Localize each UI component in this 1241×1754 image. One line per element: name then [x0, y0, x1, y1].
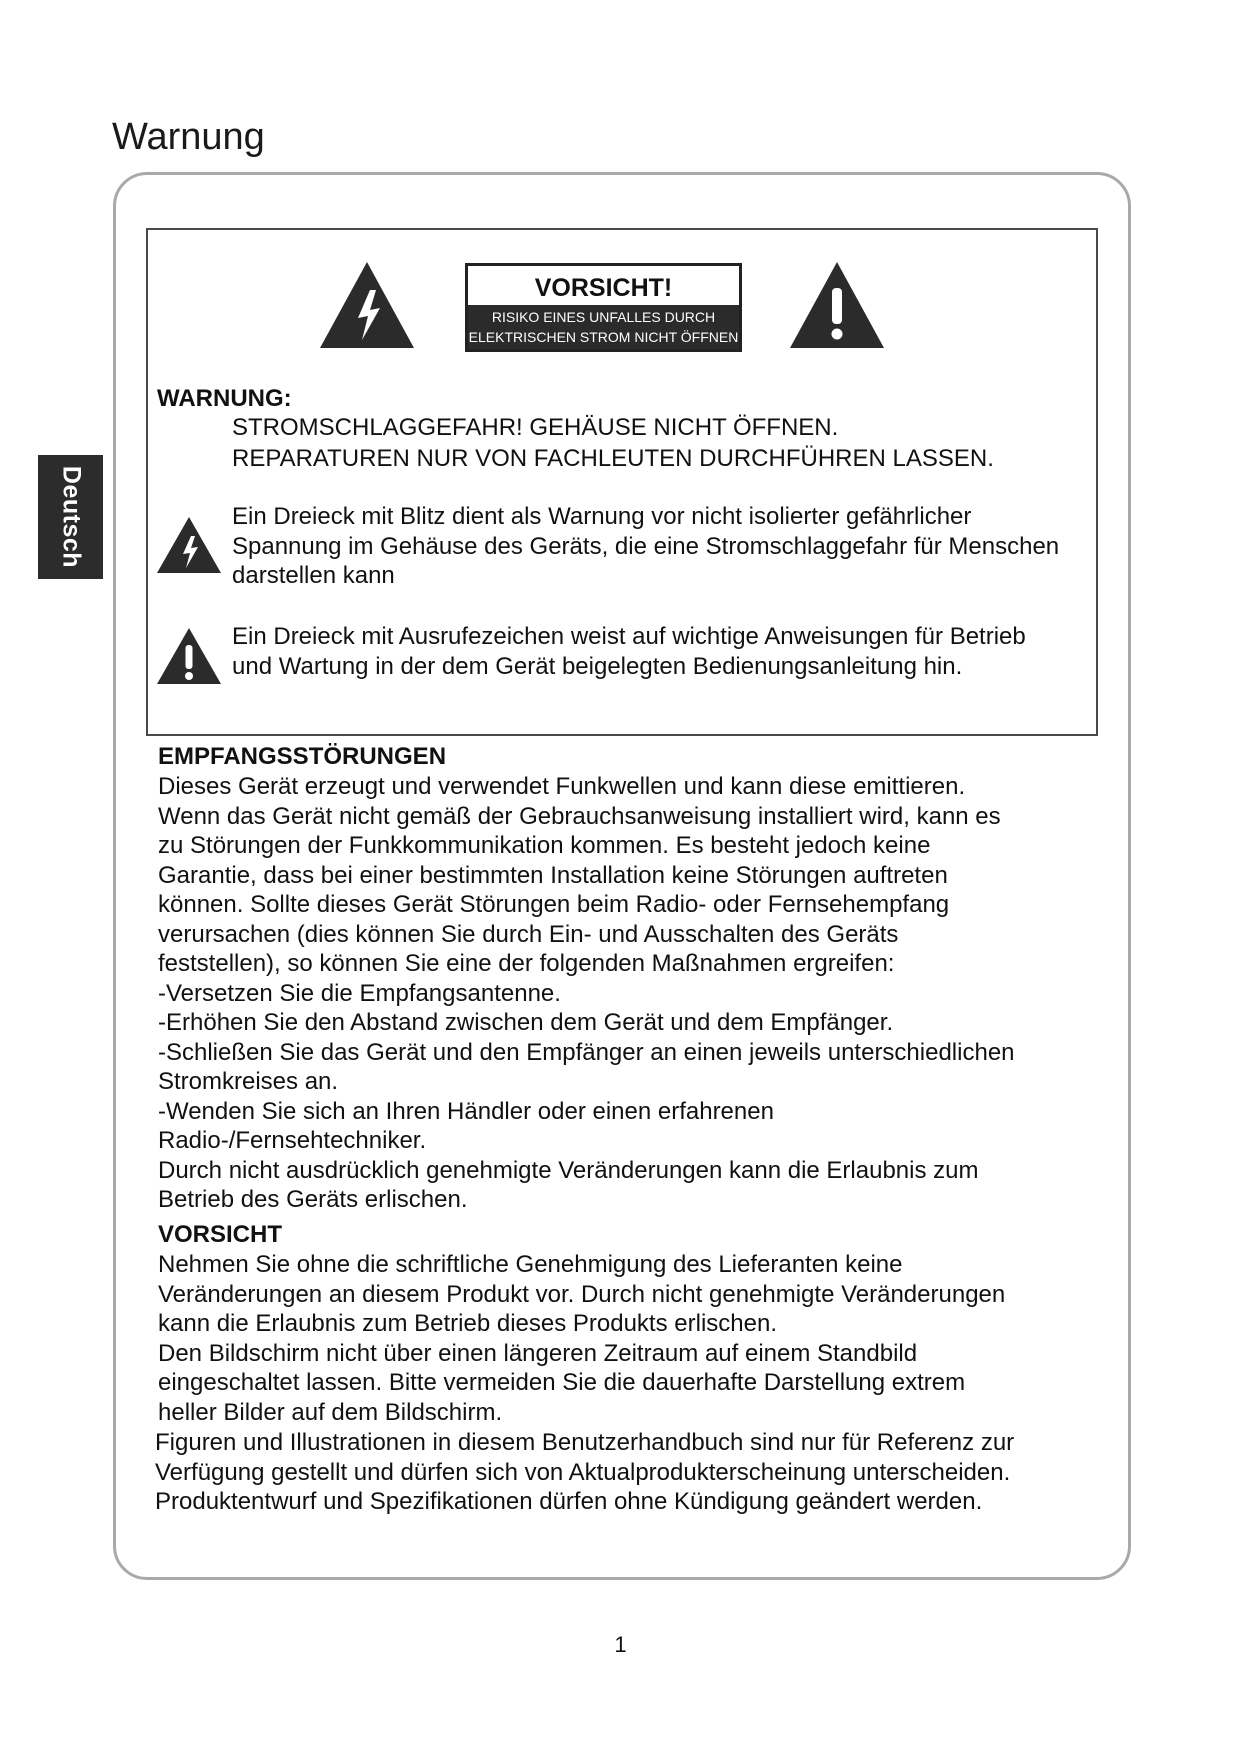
warning-line-1: STROMSCHLAGGEFAHR! GEHÄUSE NICHT ÖFFNEN. — [232, 414, 839, 441]
interference-heading: EMPFANGSSTÖRUNGEN — [158, 743, 447, 770]
exclamation-triangle-icon — [788, 260, 886, 350]
figures-disclaimer: Figuren und Illustrationen in diesem Benutzerhandbuch sind nur für Referenz zur Verfügung gestellt und dürfen sich von Aktualprodukterscheinung unterscheiden. Produktentwurf und Spezifikationen dürfen ohne Kündigung geändert werden. — [155, 1429, 1015, 1515]
caution-label-subtitle: RISIKO EINES UNFALLES DURCH ELEKTRISCHEN STROM NICHT ÖFFNEN — [468, 305, 739, 349]
caution-label-title: VORSICHT! — [534, 274, 673, 302]
interference-body: Dieses Gerät erzeugt und verwendet Funkwellen und kann diese emittieren. Wenn das Gerät nicht gemäß der Gebrauchsanweisung installiert wird, kann es zu Störungen der Funkkommunikation kommen. Es besteht jedoch keine Garantie, dass bei einer bestimmten Installation keine Störungen auftreten können. Sollte dieses Gerät Störungen beim Radio- oder Fernsehempfang verursachen (dies können Sie durch Ein- und Ausschalten des Geräts feststellen), so können Sie eine der folgenden Maßnahmen ergreifen: -Versetzen Sie die Empfangsantenne. -Erhöhen Sie den Abstand zwischen dem Gerät und dem Empfänger. -Schließen Sie das Gerät und den Empfänger an einen jeweils unterschiedlichen Stromkreises an. -Wenden Sie sich an Ihren Händler oder einen erfahrenen Radio-/Fernsehtechniker. Durch nicht ausdrücklich genehmigte Veränderungen kann die Erlaubnis zum Betrieb des Geräts erlischen. — [158, 773, 1015, 1213]
warning-line-2: REPARATUREN NUR VON FACHLEUTEN DURCHFÜHREN LASSEN. — [232, 445, 994, 472]
warning-heading: WARNUNG: — [157, 385, 292, 412]
page-title: Warnung — [112, 116, 265, 158]
language-tab-label: Deutsch — [57, 465, 85, 569]
lightning-triangle-icon — [318, 260, 416, 350]
exclamation-description: Ein Dreieck mit Ausrufezeichen weist auf wichtige Anweisungen für Betrieb und Wartung in der dem Gerät beigelegten Bedienungsanleitung hin. — [232, 623, 1026, 680]
caution-body: Nehmen Sie ohne die schriftliche Genehmigung des Lieferanten keine Veränderungen an diesem Produkt vor. Durch nicht genehmigte Veränderungen kann die Erlaubnis zum Betrieb dieses Produkts erlischen. Den Bildschirm nicht über einen längeren Zeitraum auf einem Standbild eingeschaltet lassen. Bitte vermeiden Sie die dauerhafte Darstellung extrem heller Bilder auf dem Bildschirm. — [158, 1251, 1006, 1426]
caution-label — [465, 263, 742, 352]
lightning-small-icon — [156, 516, 222, 574]
lightning-description: Ein Dreieck mit Blitz dient als Warnung vor nicht isolierter gefährlicher Spannung im Gehäuse des Geräts, die eine Stromschlaggefahr für Menschen darstellen kann — [232, 503, 1060, 589]
language-tab — [38, 455, 103, 579]
exclamation-small-icon — [156, 627, 222, 685]
page-number: 1 — [614, 1632, 627, 1657]
caution-heading: VORSICHT — [158, 1221, 283, 1248]
